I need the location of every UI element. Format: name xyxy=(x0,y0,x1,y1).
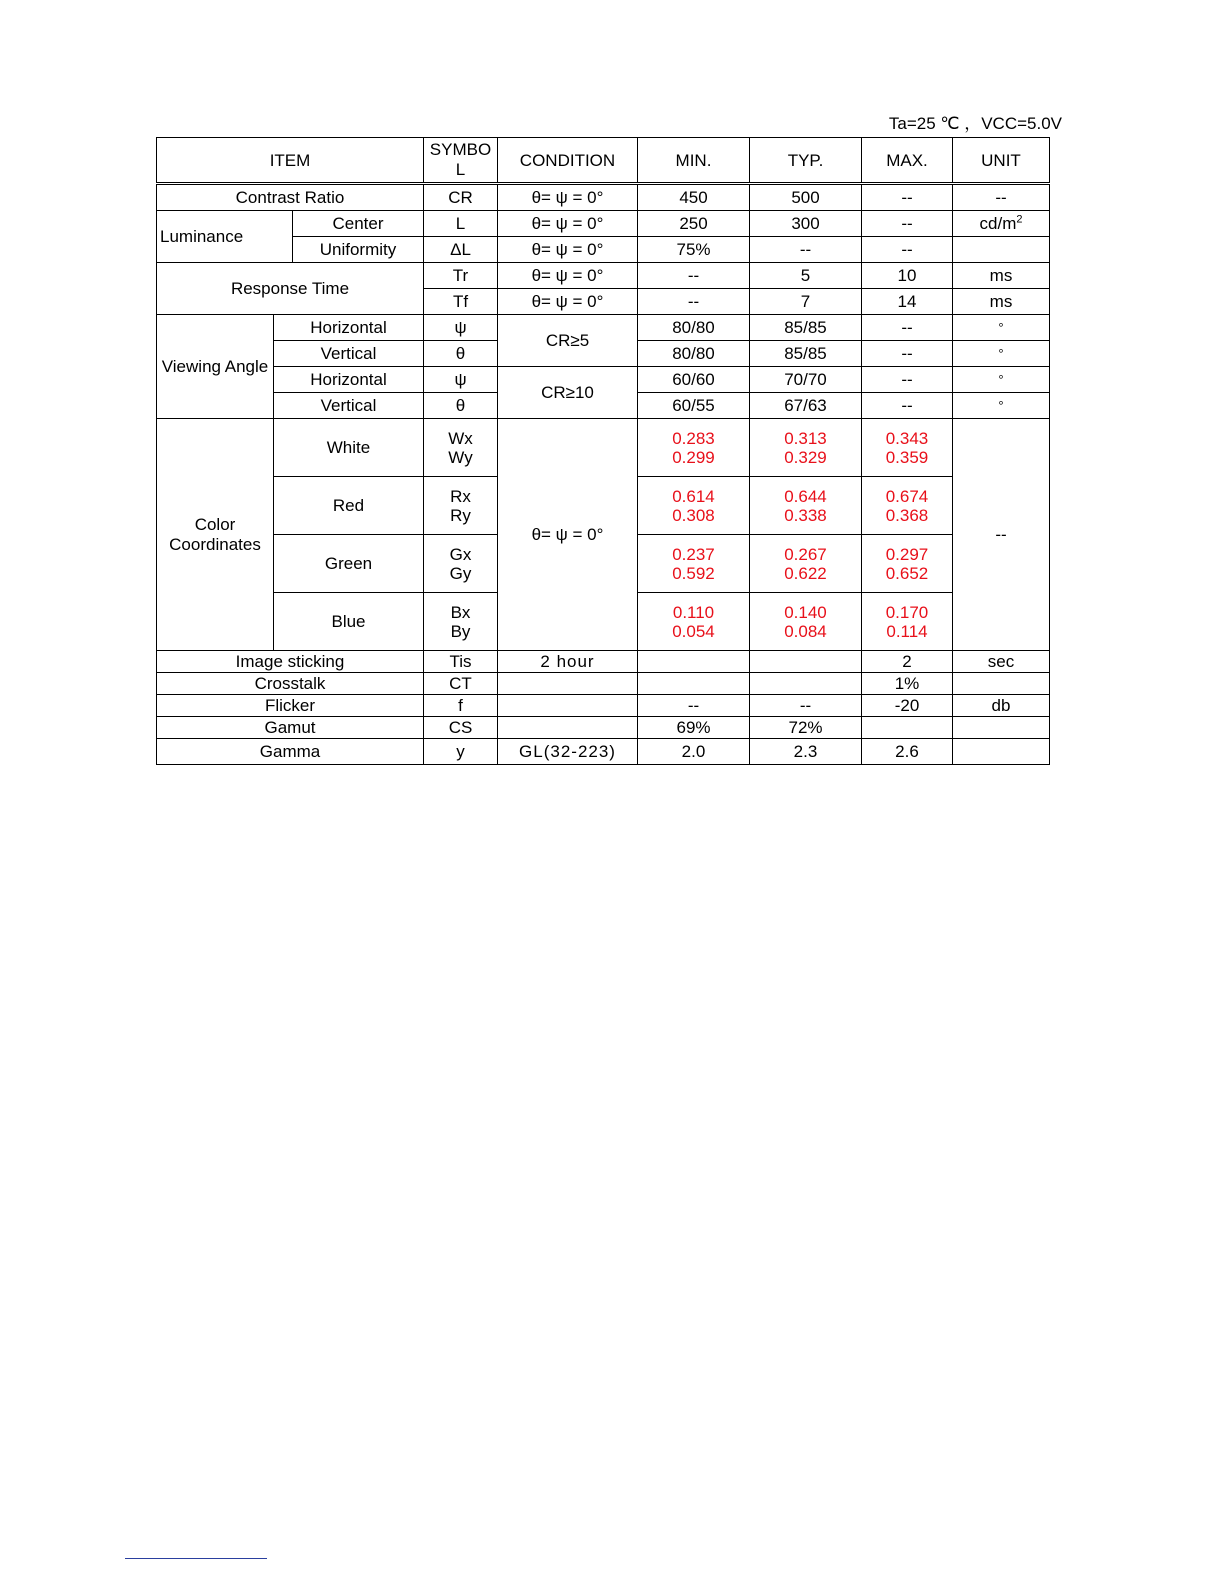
symbol-y: Gy xyxy=(449,563,472,583)
symbol-cell: L xyxy=(424,211,498,237)
header-symbol: SYMBO L xyxy=(424,138,498,184)
table-row xyxy=(157,263,1050,289)
min-cell: 69% xyxy=(638,717,750,739)
symbol-cell xyxy=(424,593,498,651)
subitem-cell: Vertical xyxy=(274,393,424,419)
max-cell: -- xyxy=(862,341,953,367)
min-cell xyxy=(638,419,750,477)
table-row xyxy=(157,651,1050,673)
table-row xyxy=(157,695,1050,717)
max-cell xyxy=(862,419,953,477)
typ-cell: 2.3 xyxy=(750,739,862,765)
typ-y: 0.084 xyxy=(784,621,827,641)
unit-cell: -- xyxy=(953,419,1050,651)
unit-cell xyxy=(953,673,1050,695)
unit-cell: ° xyxy=(953,315,1050,341)
typ-cell: 500 xyxy=(750,184,862,211)
typ-cell xyxy=(750,419,862,477)
max-cell: -- xyxy=(862,184,953,211)
symbol-y: By xyxy=(450,621,471,641)
unit-superscript: 2 xyxy=(1016,213,1023,226)
min-cell: 250 xyxy=(638,211,750,237)
min-x: 0.614 xyxy=(672,486,715,506)
max-cell xyxy=(862,593,953,651)
symbol-cell xyxy=(424,535,498,593)
typ-cell xyxy=(750,673,862,695)
min-cell: 60/55 xyxy=(638,393,750,419)
max-cell: -- xyxy=(862,211,953,237)
condition-cell: 2 hour xyxy=(498,651,638,673)
item-cell: Color Coordinates xyxy=(157,419,274,651)
subitem-cell: Red xyxy=(274,477,424,535)
condition-cell: CR≥5 xyxy=(498,315,638,367)
max-cell: -- xyxy=(862,315,953,341)
symbol-y: Wy xyxy=(448,447,473,467)
header-min: MIN. xyxy=(638,138,750,184)
symbol-cell xyxy=(424,477,498,535)
typ-cell: 5 xyxy=(750,263,862,289)
unit-cell xyxy=(953,717,1050,739)
item-cell: Gamut xyxy=(157,717,424,739)
unit-cell: db xyxy=(953,695,1050,717)
unit-cell: -- xyxy=(953,184,1050,211)
condition-cell: θ= ψ = 0° xyxy=(498,419,638,651)
symbol-cell: y xyxy=(424,739,498,765)
typ-cell xyxy=(750,651,862,673)
header-condition: CONDITION xyxy=(498,138,638,184)
item-cell: Viewing Angle xyxy=(157,315,274,419)
max-cell: 14 xyxy=(862,289,953,315)
min-cell: 60/60 xyxy=(638,367,750,393)
unit-cell xyxy=(953,739,1050,765)
symbol-y: Ry xyxy=(450,505,471,525)
item-cell: Response Time xyxy=(157,263,424,315)
subitem-cell: Blue xyxy=(274,593,424,651)
item-cell: Crosstalk xyxy=(157,673,424,695)
condition-cell xyxy=(498,695,638,717)
condition-cell: GL(32-223) xyxy=(498,739,638,765)
min-cell xyxy=(638,673,750,695)
item-cell: Luminance xyxy=(157,211,293,263)
max-y: 0.368 xyxy=(885,505,929,525)
min-cell: -- xyxy=(638,695,750,717)
typ-cell: 70/70 xyxy=(750,367,862,393)
item-cell: Flicker xyxy=(157,695,424,717)
table-row xyxy=(157,315,1050,341)
max-cell xyxy=(862,535,953,593)
table-row xyxy=(157,673,1050,695)
symbol-cell: f xyxy=(424,695,498,717)
min-y: 0.299 xyxy=(672,447,715,467)
unit-cell: ms xyxy=(953,289,1050,315)
min-cell xyxy=(638,593,750,651)
subitem-cell: Uniformity xyxy=(293,237,424,263)
item-cell: Gamma xyxy=(157,739,424,765)
unit-cell: ms xyxy=(953,263,1050,289)
min-cell: 2.0 xyxy=(638,739,750,765)
item-cell: Image sticking xyxy=(157,651,424,673)
min-cell: 80/80 xyxy=(638,341,750,367)
max-cell: -- xyxy=(862,237,953,263)
condition-cell xyxy=(498,673,638,695)
header-row xyxy=(157,138,1050,184)
symbol-x: Wx xyxy=(448,428,473,448)
optical-spec-table xyxy=(156,137,1050,765)
symbol-cell: θ xyxy=(424,393,498,419)
subitem-cell: Green xyxy=(274,535,424,593)
table-row xyxy=(157,419,1050,477)
typ-cell: 85/85 xyxy=(750,315,862,341)
unit-cell xyxy=(953,211,1050,237)
max-x: 0.674 xyxy=(885,486,929,506)
typ-cell: -- xyxy=(750,237,862,263)
table-row xyxy=(157,739,1050,765)
typ-y: 0.338 xyxy=(784,505,827,525)
typ-cell xyxy=(750,477,862,535)
max-cell: -- xyxy=(862,367,953,393)
symbol-x: Gx xyxy=(449,544,472,564)
min-x: 0.283 xyxy=(672,428,715,448)
condition-cell xyxy=(498,717,638,739)
symbol-cell: CS xyxy=(424,717,498,739)
max-x: 0.297 xyxy=(885,544,929,564)
typ-cell: 72% xyxy=(750,717,862,739)
min-cell xyxy=(638,535,750,593)
condition-cell: θ= ψ = 0° xyxy=(498,211,638,237)
unit-cell: ° xyxy=(953,341,1050,367)
symbol-cell: Tis xyxy=(424,651,498,673)
symbol-cell xyxy=(424,419,498,477)
symbol-cell: ΔL xyxy=(424,237,498,263)
table-row xyxy=(157,717,1050,739)
max-y: 0.114 xyxy=(886,621,928,641)
min-y: 0.592 xyxy=(672,563,715,583)
condition-cell: θ= ψ = 0° xyxy=(498,184,638,211)
min-cell xyxy=(638,651,750,673)
unit-cell: ° xyxy=(953,367,1050,393)
symbol-cell: ψ xyxy=(424,367,498,393)
symbol-x: Rx xyxy=(450,486,471,506)
max-cell: -- xyxy=(862,393,953,419)
max-cell: 2.6 xyxy=(862,739,953,765)
unit-text: cd/m xyxy=(979,214,1017,233)
min-y: 0.054 xyxy=(672,621,715,641)
symbol-cell: CT xyxy=(424,673,498,695)
typ-cell: 7 xyxy=(750,289,862,315)
max-x: 0.343 xyxy=(885,428,929,448)
typ-cell xyxy=(750,593,862,651)
unit-cell xyxy=(953,237,1050,263)
symbol-x: Bx xyxy=(450,602,471,622)
typ-cell xyxy=(750,535,862,593)
min-cell: -- xyxy=(638,289,750,315)
min-y: 0.308 xyxy=(672,505,715,525)
symbol-cell: CR xyxy=(424,184,498,211)
min-cell: 75% xyxy=(638,237,750,263)
typ-y: 0.329 xyxy=(784,447,827,467)
subitem-cell: Horizontal xyxy=(274,367,424,393)
header-typ: TYP. xyxy=(750,138,862,184)
min-cell: 80/80 xyxy=(638,315,750,341)
typ-x: 0.313 xyxy=(784,428,827,448)
typ-x: 0.644 xyxy=(784,486,827,506)
subitem-cell: Center xyxy=(293,211,424,237)
symbol-cell: ψ xyxy=(424,315,498,341)
max-cell xyxy=(862,717,953,739)
typ-cell: 67/63 xyxy=(750,393,862,419)
table-row xyxy=(157,184,1050,211)
condition-cell: θ= ψ = 0° xyxy=(498,289,638,315)
min-cell: -- xyxy=(638,263,750,289)
max-x: 0.170 xyxy=(885,602,929,622)
unit-cell: ° xyxy=(953,393,1050,419)
typ-cell: -- xyxy=(750,695,862,717)
typ-cell: 300 xyxy=(750,211,862,237)
typ-y: 0.622 xyxy=(784,563,827,583)
max-y: 0.652 xyxy=(885,563,929,583)
symbol-cell: θ xyxy=(424,341,498,367)
max-y: 0.359 xyxy=(885,447,929,467)
header-max: MAX. xyxy=(862,138,953,184)
subitem-cell: White xyxy=(274,419,424,477)
condition-cell: θ= ψ = 0° xyxy=(498,237,638,263)
max-cell: 1% xyxy=(862,673,953,695)
min-cell: 450 xyxy=(638,184,750,211)
unit-cell: sec xyxy=(953,651,1050,673)
symbol-cell: Tf xyxy=(424,289,498,315)
min-x: 0.110 xyxy=(672,602,715,622)
symbol-cell: Tr xyxy=(424,263,498,289)
subitem-cell: Vertical xyxy=(274,341,424,367)
min-x: 0.237 xyxy=(672,544,715,564)
table-row xyxy=(157,211,1050,237)
condition-cell: θ= ψ = 0° xyxy=(498,263,638,289)
typ-cell: 85/85 xyxy=(750,341,862,367)
min-cell xyxy=(638,477,750,535)
max-cell: 2 xyxy=(862,651,953,673)
test-conditions-note: Ta=25 ℃ ，VCC=5.0V xyxy=(888,114,1062,133)
typ-x: 0.140 xyxy=(784,602,827,622)
typ-x: 0.267 xyxy=(784,544,827,564)
header-item: ITEM xyxy=(157,138,424,184)
table-row xyxy=(157,367,1050,393)
header-unit: UNIT xyxy=(953,138,1050,184)
subitem-cell: Horizontal xyxy=(274,315,424,341)
condition-cell: CR≥10 xyxy=(498,367,638,419)
footnote-separator-line xyxy=(125,1558,267,1559)
max-cell xyxy=(862,477,953,535)
max-cell: 10 xyxy=(862,263,953,289)
item-cell: Contrast Ratio xyxy=(157,184,424,211)
max-cell: -20 xyxy=(862,695,953,717)
